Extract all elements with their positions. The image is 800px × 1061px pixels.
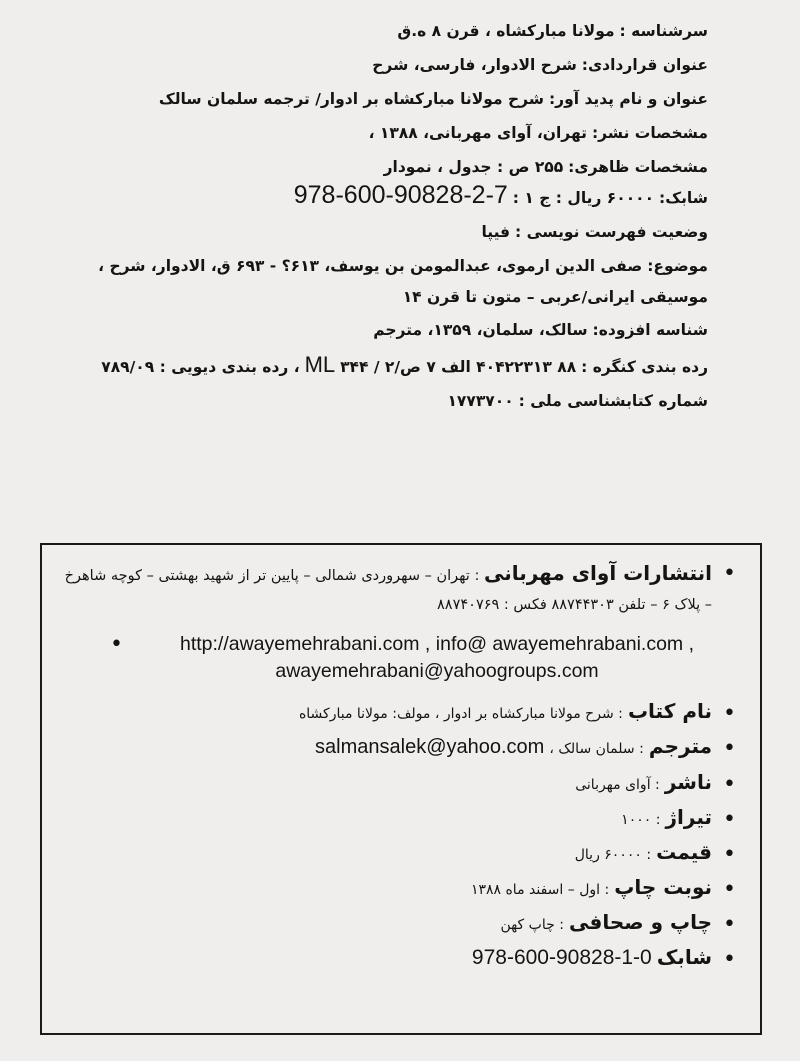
book-name-value: : شرح مولانا مبارکشاه بر ادوار ، مولف: مولانا مبارکشاه	[298, 706, 623, 722]
bullet-icon: •	[723, 877, 736, 902]
publisher-label: ناشر	[664, 770, 712, 794]
book-name-label: نام کتاب	[627, 699, 712, 723]
cip-uniform-title	[60, 56, 708, 75]
bullet-icon: •	[723, 701, 736, 726]
cip-subject-value: صفی الدین ارموی، عبدالمومن بن یوسف، ۶۱۳؟ - ۶۹۳ ق، الادوار، شرح ، موسیقی ایرانی/عربی – متون تا قرن ۱۴	[98, 257, 708, 306]
isbn-item	[62, 945, 738, 970]
price-value: : ۶۰۰۰۰ ریال	[574, 847, 652, 863]
print-run-value: : ۱۰۰۰	[621, 812, 661, 828]
cip-catalog-label: وضعیت فهرست نویسی :	[515, 223, 708, 241]
publisher-house-label: انتشارات آوای مهربانی	[483, 561, 712, 585]
cip-national-label: شماره کتابشناسی ملی :	[518, 392, 708, 410]
bullet-icon: •	[723, 947, 736, 972]
cip-physical-value: ۲۵۵ ص : جدول ، نمودار	[383, 158, 564, 176]
bullet-icon: •	[723, 842, 736, 867]
cip-title-value: شرح مولانا مبارکشاه بر ادوار/ ترجمه سلمان سالک	[158, 90, 545, 108]
publisher-address-item	[62, 559, 738, 620]
print-run-item	[62, 805, 738, 832]
publisher-info-box	[40, 543, 762, 1035]
website-item	[102, 631, 738, 685]
cip-lc-ml: ML	[304, 352, 336, 377]
cip-publication	[60, 124, 708, 143]
cip-title	[60, 90, 708, 109]
cip-dewey-value: ، رده بندی دیویی : ۷۸۹/۰۹	[101, 358, 300, 376]
cip-author-label: سرشناسه :	[619, 22, 708, 40]
website-line-2: awayemehrabani@yahoogroups.com	[275, 660, 599, 682]
cip-isbn-number: 978-600-90828-2-7	[293, 181, 508, 209]
cip-physical	[60, 158, 708, 177]
cip-physical-label: مشخصات ظاهری:	[568, 158, 708, 176]
book-name-item	[62, 699, 738, 726]
bullet-icon: •	[723, 807, 736, 832]
cip-added-entry	[60, 321, 708, 340]
cip-author-value: مولانا مبارکشاه ، قرن ۸ ه.ق	[397, 22, 615, 40]
cip-block	[60, 22, 708, 426]
bullet-icon: •	[723, 736, 736, 761]
bullet-icon: •	[723, 772, 736, 797]
cip-isbn	[60, 181, 708, 209]
cip-lc-value: ۸۸ ۴۰۴۲۲۳۱۳ الف ۷ ص/۲ / ۳۴۴	[340, 358, 577, 376]
publisher-address: : تهران – سهروردی شمالی – پایین تر از شهید بهشتی – کوچه شاهرخ – پلاک ۶ – تلفن ۸۸۷۴۴۳۰۳ فکس : ۸۸۷۴۰۷۶۹	[64, 568, 712, 613]
cip-isbn-label: شابک:	[659, 189, 708, 207]
bullet-icon: •	[723, 561, 736, 586]
cip-added-value: سالک، سلمان، ۱۳۵۹، مترجم	[373, 321, 588, 339]
translator-label: مترجم	[648, 734, 712, 758]
edition-item	[62, 875, 738, 902]
translator-email: salmansalek@yahoo.com	[315, 736, 545, 758]
printing-item	[62, 910, 738, 937]
cip-lc-label: رده بندی کنگره :	[581, 358, 708, 376]
cip-national-number	[60, 392, 708, 411]
publisher-item	[62, 770, 738, 797]
cip-catalog-status	[60, 223, 708, 242]
website-line-1: http://awayemehrabani.com , info@ awayemehrabani.com ,	[179, 633, 695, 655]
translator-item	[62, 734, 738, 759]
edition-label: نوبت چاپ	[614, 875, 712, 899]
isbn-value: 978-600-90828-1-0	[471, 946, 652, 969]
cip-subject-label: موضوع:	[647, 257, 708, 275]
price-item	[62, 840, 738, 867]
cip-added-label: شناسه افزوده:	[592, 321, 708, 339]
bullet-icon: •	[110, 632, 123, 657]
isbn-label: شابک	[656, 945, 712, 969]
cip-catalog-value: فیپا	[481, 223, 511, 241]
printing-value: : چاپ کهن	[500, 917, 564, 933]
cip-classification	[60, 352, 708, 377]
price-label: قیمت	[656, 840, 712, 864]
cip-author	[60, 22, 708, 41]
cip-isbn-price: ۶۰۰۰۰ ریال : ج ۱ :	[512, 189, 655, 207]
print-run-label: تیراژ	[665, 805, 712, 829]
cip-title-label: عنوان و نام پدید آور:	[548, 90, 708, 108]
translator-value: : سلمان سالک ،	[549, 741, 644, 757]
printing-label: چاپ و صحافی	[569, 910, 712, 934]
cip-publication-value: تهران، آوای مهربانی، ۱۳۸۸ ،	[368, 124, 588, 142]
publisher-value: : آوای مهربانی	[575, 777, 660, 793]
bullet-icon: •	[723, 912, 736, 937]
edition-value: : اول – اسفند ماه ۱۳۸۸	[470, 882, 610, 898]
cip-national-value: ۱۷۷۳۷۰۰	[447, 392, 514, 410]
cip-publication-label: مشخصات نشر:	[591, 124, 708, 142]
cip-uniform-title-value: شرح الادوار، فارسی، شرح	[372, 56, 577, 74]
cip-uniform-title-label: عنوان قراردادی:	[581, 56, 708, 74]
cip-subject	[60, 251, 708, 313]
